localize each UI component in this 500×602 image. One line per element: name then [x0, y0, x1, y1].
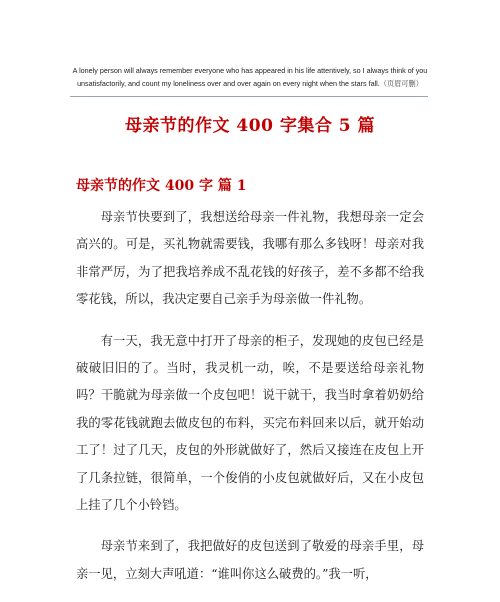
section-heading: 母亲节的作文 400 字 篇 1 — [76, 178, 247, 194]
paragraph-3: 母亲节来到了，我把做好的皮包送到了敬爱的母亲手里，母亲一见，立刻大声吼道：“谁叫你这么破费的。”我一听， — [76, 539, 424, 581]
paragraph-1: 母亲节快要到了，我想送给母亲一件礼物，我想母亲一定会高兴的。可是，买礼物就需要钱，我哪有那么多钱呀！母亲对我非常严厉，为了把我培养成不乱花钱的好孩子，差不多都不给我零花钱，所以，我决定要自己亲手为母亲做一件礼物。 — [76, 210, 424, 307]
header-divider — [70, 96, 428, 97]
paragraph-2: 有一天，我无意中打开了母亲的柜子，发现她的皮包已经是破破旧旧的了。当时，我灵机一动，唉，不是要送给母亲礼物吗？干脆就为母亲做一个皮包吧！说干就干，我当时拿着奶奶给我的零花钱就跑去做皮包的布料，买完布料回来以后，就开始动工了！过了几天，皮包的外形就做好了，然后又接连在皮包上开了几条拉链，很简单，一个俊俏的小皮包就做好后，又在小皮包上挂了几个小铃铛。 — [76, 333, 424, 513]
header-note-suffix: （页眉可删） — [379, 79, 423, 88]
page-header-note — [70, 64, 430, 90]
article-body — [76, 204, 424, 602]
document-title: 母亲节的作文 400 字集合 5 篇 — [125, 116, 375, 136]
header-note-text: A lonely person will always remember everyone who has appeared in his life attentively, so I always think of you unsatisfactorily, and count my loneliness over and over again on every night when the stars fall. — [72, 66, 428, 88]
